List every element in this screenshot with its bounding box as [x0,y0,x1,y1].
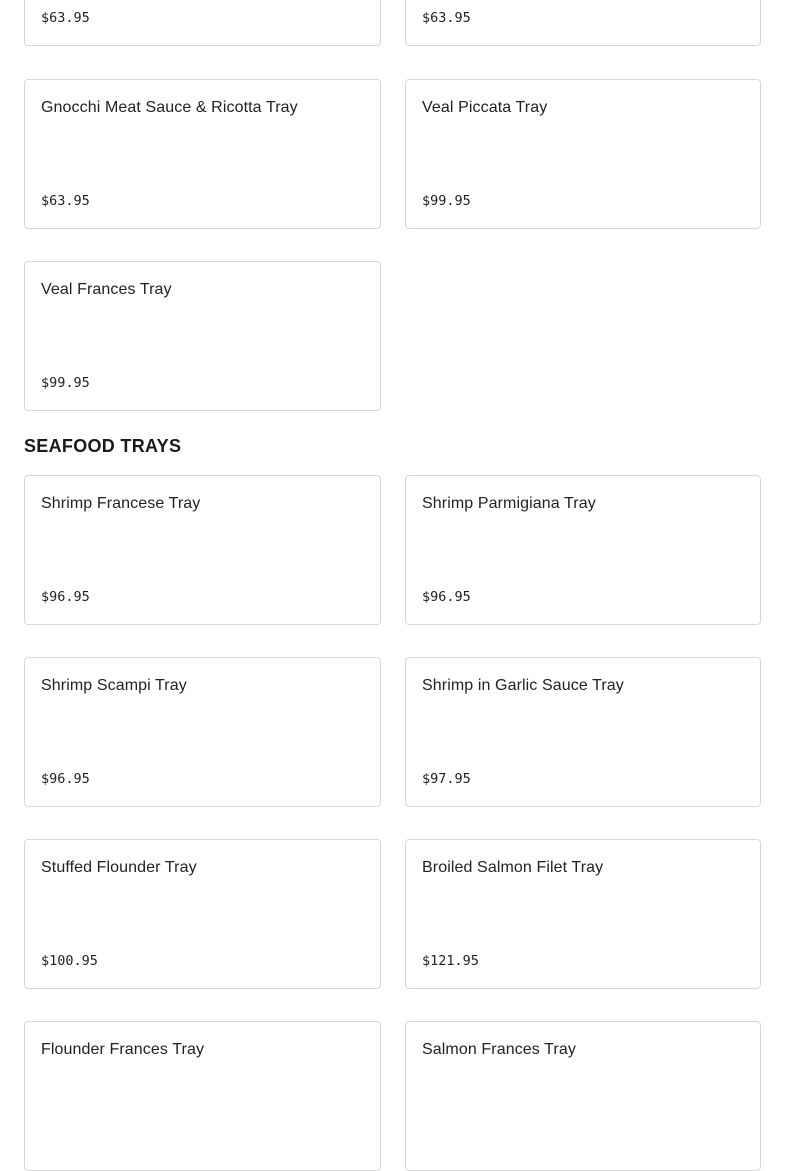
item-price: $63.95 [422,10,471,26]
item-name: Gnocchi Meat Sauce & Ricotta Tray [41,99,298,116]
menu-item-card[interactable] [405,475,761,625]
item-price: $63.95 [41,193,90,209]
item-price: $96.95 [41,589,90,605]
menu-item-card[interactable] [405,839,761,989]
item-name: Shrimp in Garlic Sauce Tray [422,677,624,694]
item-name: Salmon Frances Tray [422,1041,576,1058]
item-name: Shrimp Francese Tray [41,495,201,512]
item-name: Veal Piccata Tray [422,99,548,116]
menu-item-card[interactable] [405,79,761,229]
menu-item-card[interactable] [405,0,761,46]
item-name: Broiled Salmon Filet Tray [422,859,604,876]
menu-item-card[interactable] [24,0,381,46]
item-price: $96.95 [41,771,90,787]
item-price: $99.95 [422,193,471,209]
item-name: Stuffed Flounder Tray [41,859,197,876]
item-name: Shrimp Scampi Tray [41,677,187,694]
item-price: $97.95 [422,771,471,787]
menu-item-card[interactable] [24,839,381,989]
menu-item-card[interactable] [405,657,761,807]
item-price: $121.95 [422,953,479,969]
menu-item-card[interactable] [24,261,381,411]
item-name: Veal Frances Tray [41,281,172,298]
item-name: Shrimp Parmigiana Tray [422,495,596,512]
section-title-seafood-trays: SEAFOOD TRAYS [24,436,182,456]
menu-item-card[interactable] [24,1021,381,1171]
item-name: Flounder Frances Tray [41,1041,205,1058]
menu-item-card[interactable] [24,475,381,625]
item-price: $96.95 [422,589,471,605]
menu-item-card[interactable] [24,79,381,229]
item-price: $99.95 [41,375,90,391]
menu-item-card[interactable] [24,657,381,807]
item-price: $100.95 [41,953,98,969]
item-price: $63.95 [41,10,90,26]
menu-item-card[interactable] [405,1021,761,1171]
